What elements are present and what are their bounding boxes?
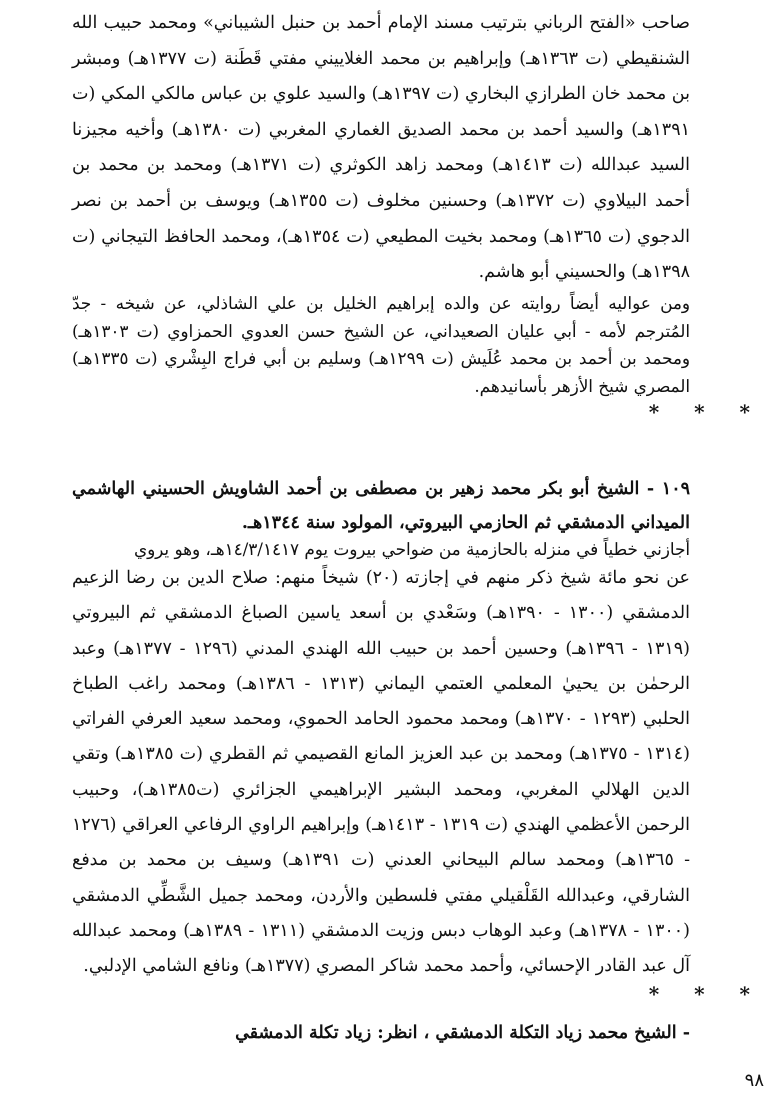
section-separator: * * * (648, 400, 764, 424)
see-also-entry: - الشيخ محمد زياد التكلة الدمشقي ، انظر: زياد تكلة الدمشقي (235, 1023, 690, 1043)
ijaza-paragraph: أجازني خطياً في منزله بالحازمية من ضواحي بيروت يوم ١٤/٣/١٤١٧هـ، وهو يروي (133, 539, 690, 559)
page-number: ٩٨ (744, 1070, 764, 1091)
awali-paragraph: ومن عواليه أيضاً روايته عن والده إبراهيم الخليل بن علي الشاذلي، عن شيخه - جدّ المُترجم لأمه - أبي عليان الصعيداني، عن الشيخ حسن العدوي الحمزاوي (ت ١٣٠٣هـ) ومحمد بن أحمد بن محمد عُلَيش (ت ١٢٩٩هـ) وسليم بن أبي فراج البِشْري (ت ١٣٣٥هـ) المصري شيخ الأزهر بأسانيدهم. (72, 293, 690, 396)
section-separator: * * * (648, 982, 764, 1006)
shuyukh-list-paragraph: عن نحو مائة شيخ ذكر منهم في إجازته (٢٠) شيخاً منهم: صلاح الدين بن رضا الزعيم الدمشقي (١٣٠٠ - ١٣٩٠هـ) وسَعْدي بن أسعد ياسين الصباغ الدمشقي ثم البيروتي (١٣١٩ - ١٣٩٦هـ) وحسين أحمد بن حبيب الله الهندي المدني (١٢٩٦ - ١٣٧٧هـ) وعبد الرحمٰن بن يحييٰ المعلمي العتمي اليماني (١٣١٣ - ١٣٨٦هـ) ومحمد راغب الطباخ الحلبي (١٢٩٣ - ١٣٧٠هـ) ومحمد محمود الحامد الحموي، ومحمد سعيد العرفي الفراتي (١٣١٤ - ١٣٧٥هـ) ومحمد بن عبد العزيز المانع القصيمي ثم القطري (ت ١٣٨٥هـ) وتقي الدين الهلالي المغربي، ومحمد البشير الإبراهيمي الجزائري (ت١٣٨٥هـ)، وحبيب الرحمن الأعظمي الهندي (ت ١٣١٩ - ١٤١٣هـ) وإبراهيم الراوي الرفاعي العراقي (١٢٧٦ - ١٣٦٥هـ) ومحمد سالم البيحاني العدني (ت ١٣٩١هـ) وسيف بن محمد بن مدفع الشارقي، وعبدالله القَلْقيلي مفتي فلسطين والأردن، ومحمد جميل الشَّطِّي الدمشقي (١٣٠٠ - ١٣٧٨هـ) وعبد الوهاب دبس وزيت الدمشقي (١٣١١ - ١٣٨٩هـ) ومحمد عبدالله آل عبد القادر الإحسائي، وأحمد محمد شاكر المصري (١٣٧٧هـ) ونافع الشامي الإدلبي. (72, 568, 690, 977)
entry-heading: ١٠٩ - الشيخ أبو بكر محمد زهير بن مصطفى بن أحمد الشاويش الحسيني الهاشمي الميداني الدمشقي ثم الحازمي البيروتي، المولود سنة ١٣٤٤هـ. (72, 479, 690, 533)
biography-continuation-paragraph: صاحب «الفتح الرباني بترتيب مسند الإمام أحمد بن حنبل الشيباني» ومحمد حبيب الله الشنقيطي (ت ١٣٦٣هـ) وإبراهيم بن محمد الغلاييني مفتي قَطَنة (ت ١٣٧٧هـ) ومبشر بن محمد خان الطرازي البخاري (ت ١٣٩٧هـ) والسيد علوي بن عباس مالكي المكي (ت ١٣٩١هـ) والسيد أحمد بن محمد الصديق الغماري المغربي (ت ١٣٨٠هـ) وأخيه مجيزنا السيد عبدالله (ت ١٤١٣هـ) ومحمد زاهد الكوثري (ت ١٣٧١هـ) ومحمد بن محمد بن أحمد البيلاوي (ت ١٣٧٢هـ) وحسنين مخلوف (ت ١٣٥٥هـ) ويوسف بن أحمد بن نصر الدجوي (ت ١٣٦٥هـ) ومحمد بخيت المطيعي (ت ١٣٥٤هـ)، ومحمد الحافظ التيجاني (ت ١٣٩٨هـ) والحسيني أبو هاشم. (72, 13, 690, 283)
